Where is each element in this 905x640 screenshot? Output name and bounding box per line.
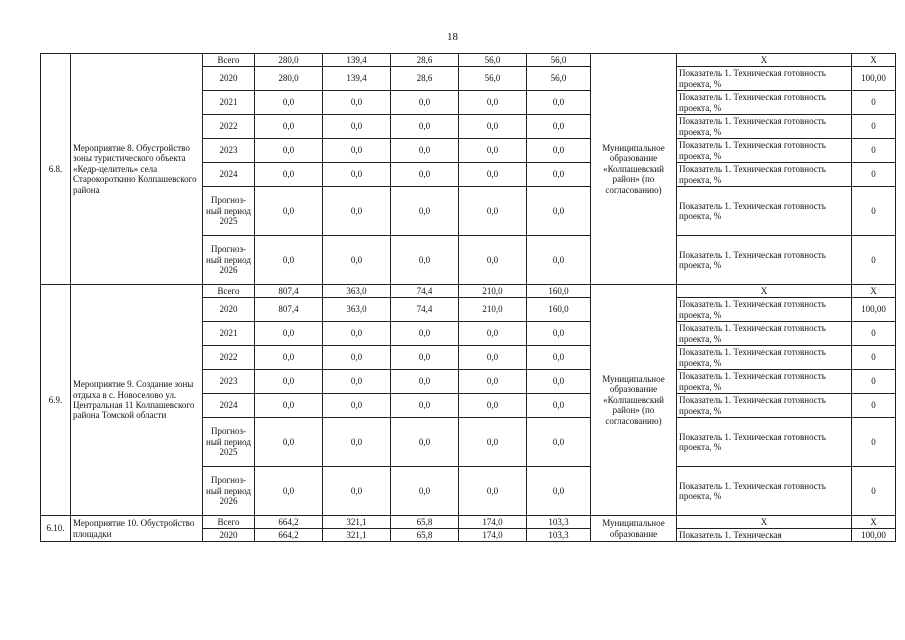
amount-cell: 0,0 [255, 370, 323, 394]
amount-cell: 0,0 [527, 370, 591, 394]
amount-cell: 0,0 [255, 236, 323, 285]
program-activities-table [40, 53, 896, 542]
amount-cell: 664,2 [255, 516, 323, 529]
amount-cell: 0,0 [527, 394, 591, 418]
amount-cell: 0,0 [255, 322, 323, 346]
period-cell: 2021 [203, 91, 255, 115]
amount-cell: 0,0 [459, 346, 527, 370]
indicator-value: Х [852, 54, 896, 67]
period-cell: Прогноз-ный период 2026 [203, 467, 255, 516]
amount-cell: 0,0 [391, 394, 459, 418]
amount-cell: 0,0 [391, 322, 459, 346]
indicator-value: 0 [852, 115, 896, 139]
amount-cell: 0,0 [323, 236, 391, 285]
amount-cell: 321,1 [323, 529, 391, 542]
activity-number: 6.10. [41, 516, 71, 542]
activity-name: Мероприятие 9. Создание зоны отдыха в с. Новоселово ул. Центральная 11 Колпашевского района Томской области [71, 285, 203, 516]
amount-cell: 0,0 [391, 370, 459, 394]
period-cell: 2023 [203, 139, 255, 163]
indicator-name: Показатель 1. Техническая готовность проекта, % [677, 91, 852, 115]
amount-cell: 0,0 [527, 322, 591, 346]
indicator-name: Показатель 1. Техническая готовность проекта, % [677, 346, 852, 370]
indicator-value: 0 [852, 370, 896, 394]
amount-cell: 56,0 [527, 54, 591, 67]
period-cell: 2020 [203, 67, 255, 91]
amount-cell: 0,0 [255, 139, 323, 163]
amount-cell: 0,0 [391, 163, 459, 187]
indicator-name: Показатель 1. Техническая готовность проекта, % [677, 139, 852, 163]
amount-cell: 0,0 [255, 346, 323, 370]
amount-cell: 56,0 [527, 67, 591, 91]
amount-cell: 0,0 [459, 187, 527, 236]
indicator-value: 0 [852, 467, 896, 516]
amount-cell: 0,0 [459, 236, 527, 285]
period-cell: Всего [203, 54, 255, 67]
indicator-name: Х [677, 285, 852, 298]
amount-cell: 160,0 [527, 298, 591, 322]
indicator-value: 100,00 [852, 67, 896, 91]
amount-cell: 0,0 [255, 115, 323, 139]
amount-cell: 28,6 [391, 67, 459, 91]
amount-cell: 280,0 [255, 67, 323, 91]
amount-cell: 0,0 [255, 394, 323, 418]
amount-cell: 0,0 [459, 467, 527, 516]
amount-cell: 0,0 [459, 115, 527, 139]
amount-cell: 0,0 [323, 418, 391, 467]
amount-cell: 0,0 [323, 394, 391, 418]
amount-cell: 74,4 [391, 298, 459, 322]
amount-cell: 807,4 [255, 285, 323, 298]
table-row [41, 54, 896, 67]
amount-cell: 321,1 [323, 516, 391, 529]
amount-cell: 0,0 [459, 322, 527, 346]
indicator-name: Х [677, 516, 852, 529]
amount-cell: 0,0 [323, 91, 391, 115]
amount-cell: 0,0 [459, 394, 527, 418]
indicator-name: Показатель 1. Техническая готовность проекта, % [677, 418, 852, 467]
amount-cell: 174,0 [459, 529, 527, 542]
indicator-name: Показатель 1. Техническая готовность проекта, % [677, 187, 852, 236]
amount-cell: 0,0 [527, 467, 591, 516]
amount-cell: 0,0 [255, 187, 323, 236]
amount-cell: 0,0 [527, 91, 591, 115]
table-row [41, 516, 896, 529]
indicator-name: Показатель 1. Техническая готовность проекта, % [677, 67, 852, 91]
amount-cell: 363,0 [323, 298, 391, 322]
period-cell: 2020 [203, 529, 255, 542]
amount-cell: 65,8 [391, 516, 459, 529]
amount-cell: 139,4 [323, 54, 391, 67]
amount-cell: 0,0 [459, 370, 527, 394]
amount-cell: 0,0 [527, 163, 591, 187]
page-number: 18 [447, 31, 458, 43]
amount-cell: 0,0 [391, 467, 459, 516]
indicator-name: Показатель 1. Техническая готовность проекта, % [677, 298, 852, 322]
period-cell: Всего [203, 285, 255, 298]
amount-cell: 0,0 [391, 418, 459, 467]
period-cell: 2024 [203, 394, 255, 418]
table-row [41, 285, 896, 298]
period-cell: 2021 [203, 322, 255, 346]
indicator-name: Х [677, 54, 852, 67]
amount-cell: 56,0 [459, 67, 527, 91]
amount-cell: 0,0 [527, 139, 591, 163]
amount-cell: 0,0 [391, 91, 459, 115]
amount-cell: 0,0 [323, 163, 391, 187]
amount-cell: 0,0 [459, 91, 527, 115]
responsible-executor: Муниципальное образование «Колпашевский район» (по согласованию) [591, 54, 677, 285]
table-body [41, 54, 896, 542]
amount-cell: 0,0 [391, 139, 459, 163]
amount-cell: 0,0 [527, 418, 591, 467]
amount-cell: 0,0 [459, 163, 527, 187]
amount-cell: 0,0 [459, 418, 527, 467]
amount-cell: 0,0 [391, 236, 459, 285]
indicator-name: Показатель 1. Техническая готовность проекта, % [677, 467, 852, 516]
indicator-name: Показатель 1. Техническая готовность проекта, % [677, 236, 852, 285]
amount-cell: 0,0 [527, 236, 591, 285]
amount-cell: 0,0 [323, 346, 391, 370]
amount-cell: 28,6 [391, 54, 459, 67]
period-cell: 2022 [203, 115, 255, 139]
responsible-executor: Муниципальное образование [591, 516, 677, 542]
indicator-value: 0 [852, 346, 896, 370]
indicator-name: Показатель 1. Техническая готовность проекта, % [677, 370, 852, 394]
amount-cell: 0,0 [527, 346, 591, 370]
period-cell: 2023 [203, 370, 255, 394]
amount-cell: 0,0 [527, 187, 591, 236]
indicator-value: 100,00 [852, 529, 896, 542]
indicator-value: 0 [852, 418, 896, 467]
amount-cell: 0,0 [323, 322, 391, 346]
indicator-name: Показатель 1. Техническая готовность проекта, % [677, 115, 852, 139]
activity-number: 6.8. [41, 54, 71, 285]
indicator-name: Показатель 1. Техническая готовность проекта, % [677, 163, 852, 187]
indicator-value: 0 [852, 91, 896, 115]
indicator-value: Х [852, 516, 896, 529]
period-cell: 2024 [203, 163, 255, 187]
amount-cell: 0,0 [323, 467, 391, 516]
activity-name: Мероприятие 8. Обустройство зоны туристического объекта «Кедр-целитель» села Старокороткино Колпашевского района [71, 54, 203, 285]
period-cell: Прогноз-ный период 2025 [203, 418, 255, 467]
amount-cell: 0,0 [255, 163, 323, 187]
amount-cell: 103,3 [527, 529, 591, 542]
indicator-name: Показатель 1. Техническая готовность проекта, % [677, 394, 852, 418]
amount-cell: 0,0 [527, 115, 591, 139]
amount-cell: 0,0 [255, 91, 323, 115]
amount-cell: 363,0 [323, 285, 391, 298]
indicator-value: Х [852, 285, 896, 298]
indicator-name: Показатель 1. Техническая готовность проекта, % [677, 322, 852, 346]
amount-cell: 0,0 [459, 139, 527, 163]
amount-cell: 139,4 [323, 67, 391, 91]
amount-cell: 103,3 [527, 516, 591, 529]
indicator-value: 0 [852, 394, 896, 418]
indicator-value: 100,00 [852, 298, 896, 322]
amount-cell: 74,4 [391, 285, 459, 298]
amount-cell: 0,0 [323, 187, 391, 236]
indicator-value: 0 [852, 322, 896, 346]
amount-cell: 0,0 [323, 370, 391, 394]
responsible-executor: Муниципальное образование «Колпашевский район» (по согласованию) [591, 285, 677, 516]
amount-cell: 0,0 [255, 467, 323, 516]
amount-cell: 0,0 [391, 187, 459, 236]
amount-cell: 0,0 [323, 139, 391, 163]
indicator-value: 0 [852, 139, 896, 163]
amount-cell: 664,2 [255, 529, 323, 542]
amount-cell: 56,0 [459, 54, 527, 67]
period-cell: Прогноз-ный период 2026 [203, 236, 255, 285]
amount-cell: 65,8 [391, 529, 459, 542]
amount-cell: 0,0 [391, 115, 459, 139]
indicator-name: Показатель 1. Техническая [677, 529, 852, 542]
amount-cell: 174,0 [459, 516, 527, 529]
period-cell: Всего [203, 516, 255, 529]
amount-cell: 210,0 [459, 285, 527, 298]
period-cell: Прогноз-ный период 2025 [203, 187, 255, 236]
amount-cell: 0,0 [255, 418, 323, 467]
activity-number: 6.9. [41, 285, 71, 516]
indicator-value: 0 [852, 187, 896, 236]
amount-cell: 280,0 [255, 54, 323, 67]
indicator-value: 0 [852, 163, 896, 187]
period-cell: 2020 [203, 298, 255, 322]
indicator-value: 0 [852, 236, 896, 285]
amount-cell: 210,0 [459, 298, 527, 322]
amount-cell: 160,0 [527, 285, 591, 298]
period-cell: 2022 [203, 346, 255, 370]
amount-cell: 807,4 [255, 298, 323, 322]
amount-cell: 0,0 [391, 346, 459, 370]
amount-cell: 0,0 [323, 115, 391, 139]
activity-name: Мероприятие 10. Обустройство площадки [71, 516, 203, 542]
